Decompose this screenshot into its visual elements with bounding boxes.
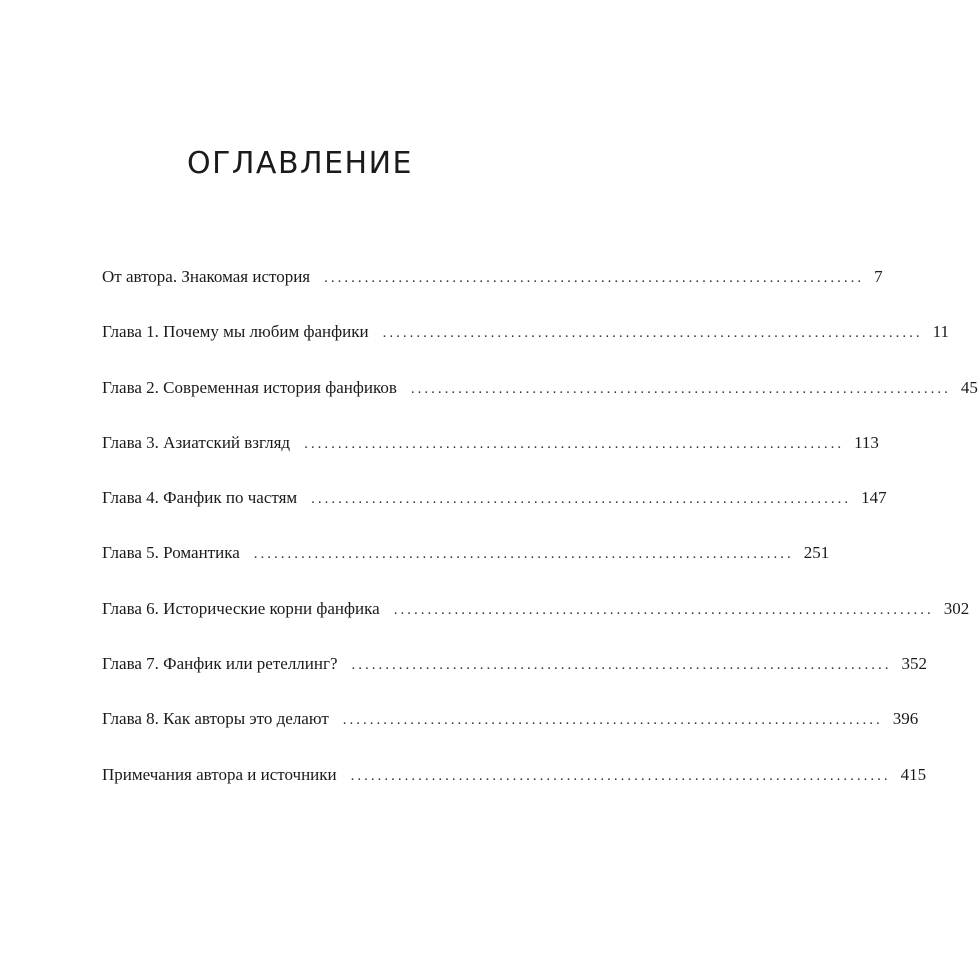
toc-entry-page: 415	[900, 764, 927, 784]
toc-entry-page: 7	[874, 267, 883, 286]
toc-entry-label: Примечания автора и источники	[102, 764, 337, 784]
toc-list	[102, 262, 978, 815]
dot-leader: ................................................................................	[350, 767, 891, 784]
toc-entry	[102, 483, 887, 538]
dot-leader: ................................................................................	[342, 712, 883, 729]
toc-entry	[102, 317, 949, 372]
toc-entry	[102, 262, 883, 317]
toc-entry	[102, 649, 928, 704]
toc-entry	[102, 704, 919, 759]
dot-leader: ................................................................................	[324, 270, 865, 286]
toc-entry-label: Глава 8. Как авторы это делают	[102, 709, 329, 729]
toc-entry-label: Глава 6. Исторические корни фанфика	[102, 598, 380, 618]
toc-entry	[102, 538, 830, 593]
toc-entry	[102, 373, 978, 428]
toc-entry-page: 11	[932, 322, 949, 342]
dot-leader: ................................................................................	[351, 657, 892, 674]
toc-entry-page: 113	[854, 432, 879, 452]
toc-entry-label: Глава 1. Почему мы любим фанфики	[102, 322, 369, 342]
toc-entry	[102, 760, 927, 815]
toc-entry-page: 147	[861, 488, 887, 508]
toc-entry-label: Глава 3. Азиатский взгляд	[102, 432, 291, 452]
toc-entry-page: 45	[960, 377, 978, 397]
toc-entry	[102, 428, 879, 483]
toc-entry-page: 396	[892, 709, 919, 729]
dot-leader: ................................................................................	[410, 380, 951, 397]
dot-leader: ................................................................................	[304, 435, 845, 452]
toc-entry	[102, 594, 970, 649]
toc-entry-page: 302	[943, 598, 970, 618]
toc-entry-page: 251	[803, 543, 830, 563]
toc-entry-page: 352	[901, 654, 928, 674]
dot-leader: ................................................................................	[382, 325, 923, 342]
dot-leader: ................................................................................	[253, 546, 794, 563]
toc-title: ОГЛАВЛЕНИЕ	[186, 146, 414, 181]
toc-entry-label: Глава 4. Фанфик по частям	[102, 488, 298, 508]
dot-leader: ................................................................................	[311, 491, 852, 508]
toc-entry-label: Глава 5. Романтика	[102, 543, 240, 563]
toc-entry-label: Глава 7. Фанфик или ретеллинг?	[102, 654, 338, 674]
dot-leader: ................................................................................	[393, 601, 934, 618]
toc-entry-label: От автора. Знакомая история	[102, 267, 311, 286]
toc-entry-label: Глава 2. Современная история фанфиков	[102, 377, 397, 397]
